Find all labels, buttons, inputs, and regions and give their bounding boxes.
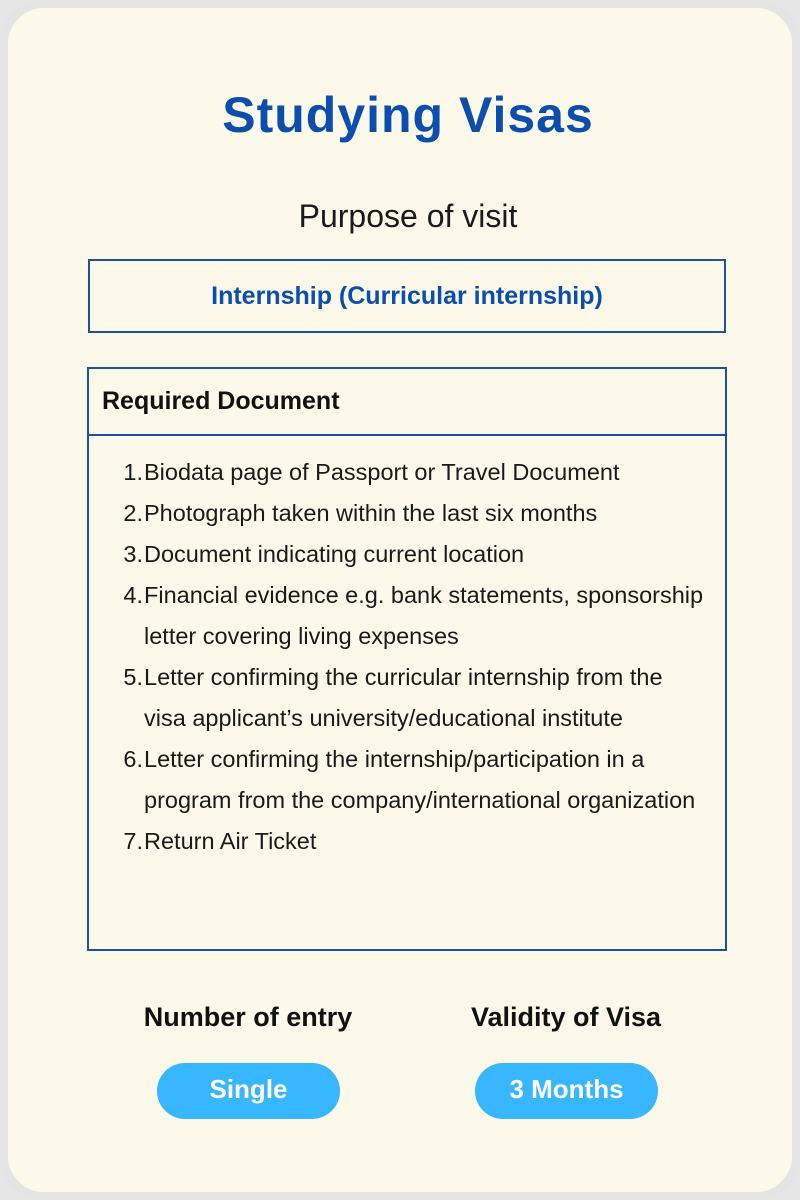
list-item-number: 7.: [123, 828, 143, 854]
entry-badge: [157, 1063, 340, 1119]
list-item: [89, 657, 725, 739]
required-documents-heading: Required Document: [89, 369, 725, 436]
list-item: [89, 534, 725, 575]
entry-value: Single: [209, 1073, 288, 1104]
page-title: Studying Visas: [222, 87, 594, 143]
list-item-text: Return Air Ticket: [144, 828, 317, 854]
list-item: [89, 821, 725, 862]
list-item-text: Letter confirming the curricular internship from the visa applicant’s university/educational institute: [144, 664, 663, 731]
list-item: [89, 493, 725, 534]
list-item-text: Financial evidence e.g. bank statements, sponsorship letter covering living expenses: [144, 582, 704, 649]
purpose-label: Purpose of visit: [298, 198, 518, 234]
purpose-box: [88, 259, 726, 333]
list-item-number: 4.: [123, 582, 143, 608]
list-item: [89, 452, 725, 493]
entry-label: Number of entry: [143, 1002, 353, 1032]
list-item-text: Document indicating current location: [144, 541, 525, 567]
list-item-text: Photograph taken within the last six months: [144, 500, 598, 526]
list-item-text: Biodata page of Passport or Travel Document: [144, 459, 620, 485]
list-item-number: 5.: [123, 664, 143, 690]
validity-label: Validity of Visa: [470, 1002, 662, 1032]
list-item-text: Letter confirming the internship/participation in a program from the company/international organization: [144, 746, 696, 813]
purpose-value: Internship (Curricular internship): [211, 281, 603, 310]
validity-badge: [475, 1063, 658, 1119]
list-item-number: 2.: [123, 500, 143, 526]
list-item: [89, 575, 725, 657]
required-documents-panel: [87, 367, 727, 951]
list-item-number: 1.: [123, 459, 143, 485]
validity-value: 3 Months: [509, 1073, 624, 1104]
list-item-number: 6.: [123, 746, 143, 772]
list-item-number: 3.: [123, 541, 143, 567]
list-item: [89, 739, 725, 821]
required-documents-list: [89, 436, 725, 862]
